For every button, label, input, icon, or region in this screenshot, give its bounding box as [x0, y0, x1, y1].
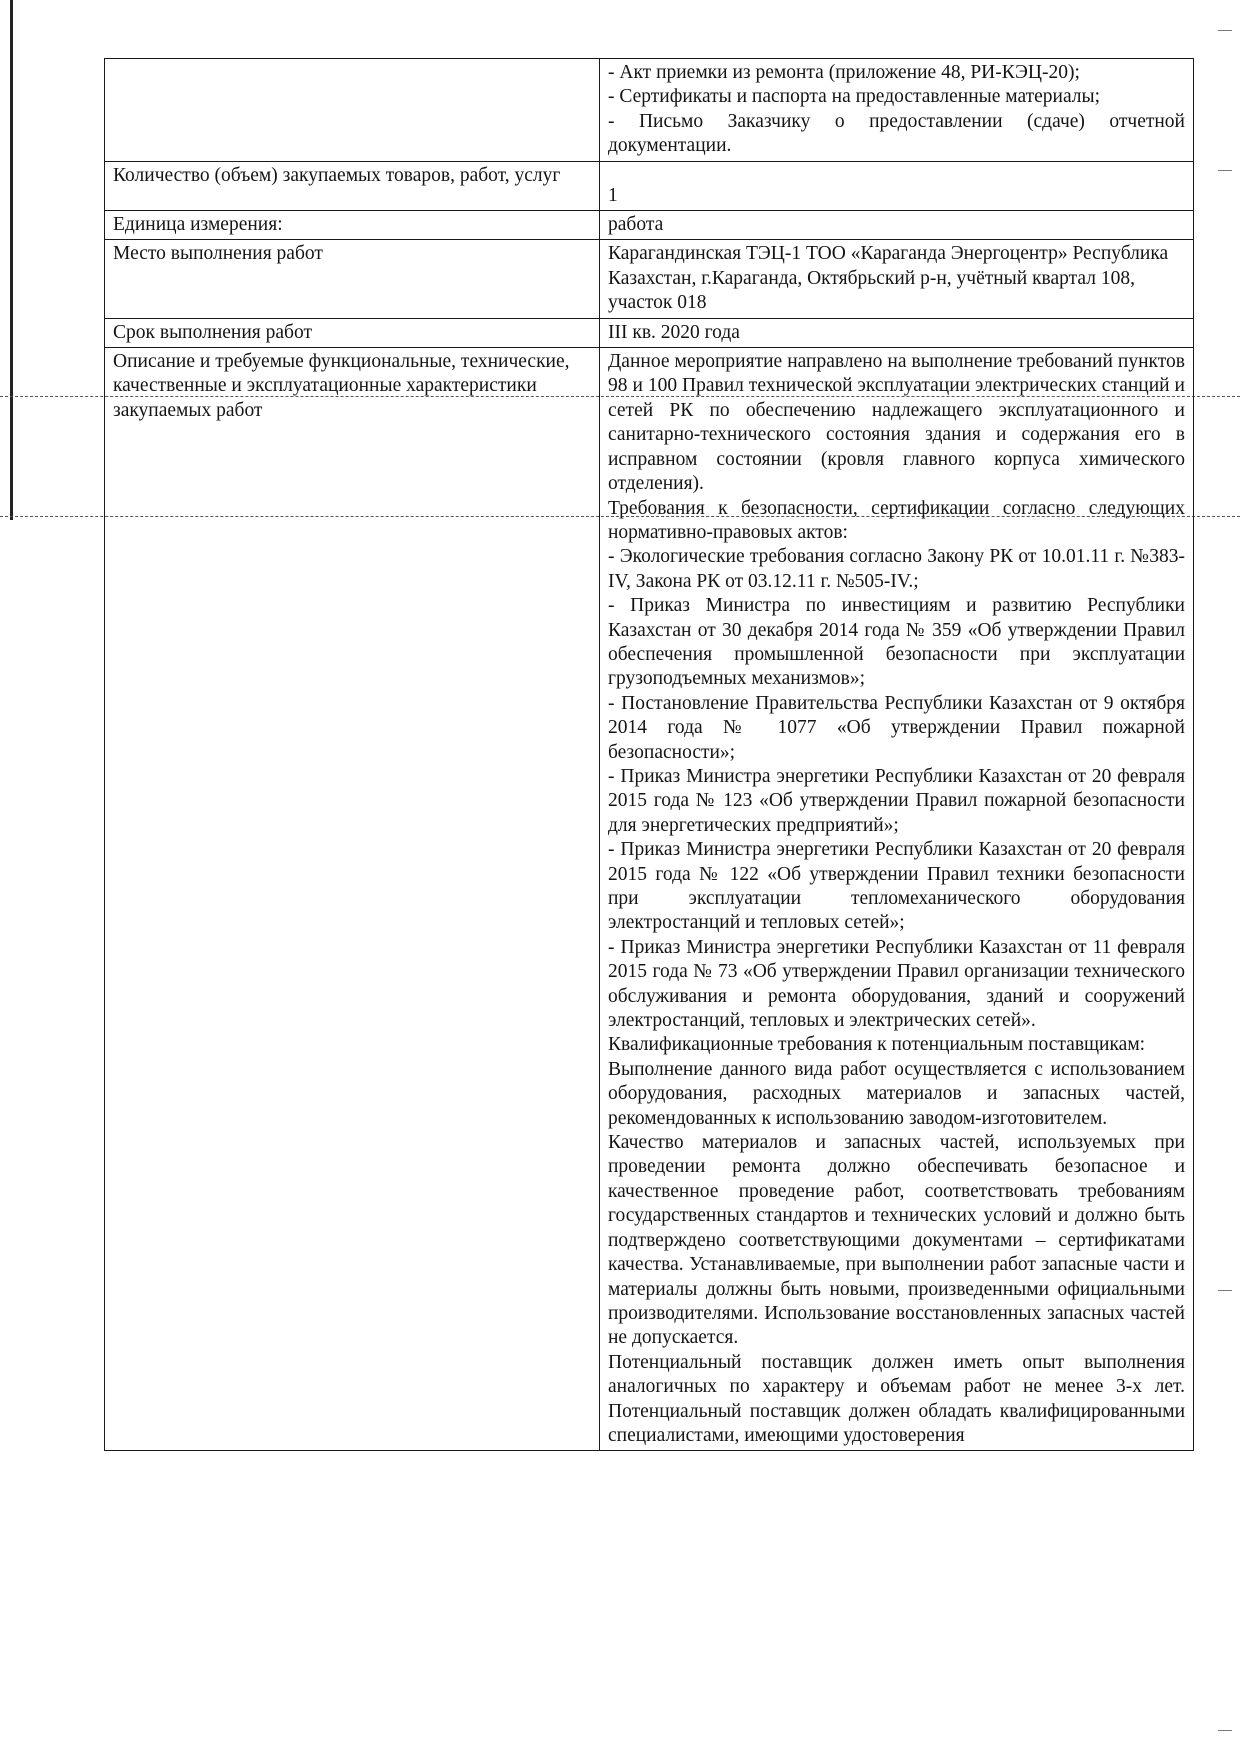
row-label: Срок выполнения работ — [105, 318, 600, 347]
scan-edge-tick — [1218, 1290, 1232, 1291]
value-paragraph: - Приказ Министра энергетики Республики Казахстан от 11 февраля 2015 года № 73 «Об утверждении Правил организации технического обслуживания и ремонта оборудования, зданий и сооружений электростанций, тепловых и электрических сетей». — [608, 936, 1185, 1032]
value-paragraph: - Приказ Министра энергетики Республики Казахстан от 20 февраля 2015 года № 122 «Об утверждении Правил техники безопасности при эксплуатации тепломеханического оборудования электростанций и тепловых сетей»; — [608, 839, 1185, 934]
table-row — [105, 161, 1194, 210]
value-paragraph: Требования к безопасности, сертификации согласно следующих нормативно-правовых актов: — [608, 497, 1185, 543]
value-paragraph: Карагандинская ТЭЦ-1 ТОО «Караганда Энергоцентр» Республика Казахстан, г.Караганда, Октябрьский р-н, учётный квартал 108, участок 018 — [608, 243, 1169, 314]
row-value — [600, 161, 1194, 210]
value-paragraph: Потенциальный поставщик должен иметь опыт выполнения аналогичных по характеру и объемам работ не менее 3-х лет. Потенциальный поставщик должен обладать квалифицированными специалистами, имеющими удостоверения — [608, 1351, 1185, 1446]
row-label: Описание и требуемые функциональные, технические, качественные и эксплуатационные характеристики закупаемых работ — [105, 348, 600, 1451]
scan-edge-mark — [10, 0, 13, 520]
value-paragraph: - Акт приемки из ремонта (приложение 48, РИ-КЭЦ-20); — [608, 62, 1080, 83]
table-row — [105, 240, 1194, 318]
value-paragraph: - Экологические требования согласно Закону РК от 10.01.11 г. №383-IV, Закона РК от 03.12.11 г. №505-IV.; — [608, 546, 1185, 592]
row-value — [600, 318, 1194, 347]
scan-edge-tick — [1218, 170, 1232, 171]
row-value — [600, 348, 1194, 1451]
row-label: Место выполнения работ — [105, 240, 600, 318]
row-value — [600, 59, 1194, 162]
value-paragraph: Качество материалов и запасных частей, используемых при проведении ремонта должно обеспечивать безопасное и качественное проведение работ, соответствовать требованиям государственных стандартов и технических условий и должно быть подтверждено соответствующими документами – сертификатами качества. Устанавливаемые, при выполнении работ запасные части и материалы должны быть новыми, произведенными официальными производителями. Использование восстановленных запасных частей не допускается. — [608, 1132, 1185, 1349]
row-label: Единица измерения: — [105, 211, 600, 240]
value-paragraph: - Приказ Министра энергетики Республики Казахстан от 20 февраля 2015 года № 123 «Об утверждении Правил пожарной безопасности для энергетических предприятий»; — [608, 765, 1185, 836]
scan-edge-tick — [1218, 30, 1232, 31]
value-paragraph: - Сертификаты и паспорта на предоставленные материалы; — [608, 86, 1101, 108]
row-label — [105, 59, 600, 162]
table-row — [105, 348, 1194, 1451]
value-paragraph: - Постановление Правительства Республики Казахстан от 9 октября 2014 года № 1077 «Об утверждении Правил пожарной безопасности»; — [608, 692, 1185, 763]
row-value — [600, 211, 1194, 240]
value-paragraph: III кв. 2020 года — [608, 321, 740, 343]
table-row — [105, 59, 1194, 162]
value-paragraph: Данное мероприятие направлено на выполнение требований пунктов 98 и 100 Правил технической эксплуатации электрических станций и сетей РК по обеспечению надлежащего эксплуатационного и санитарно-технического состояния здания и содержания его в исправном состоянии (кровля главного корпуса химического отделения). — [608, 351, 1185, 495]
row-value — [600, 240, 1194, 318]
table-row — [105, 211, 1194, 240]
specification-table — [104, 58, 1194, 1451]
value-paragraph: 1 — [608, 184, 618, 206]
value-paragraph: Выполнение данного вида работ осуществляется с использованием оборудования, расходных материалов и запасных частей, рекомендованных к использованию заводом-изготовителем. — [608, 1058, 1185, 1129]
value-paragraph: Квалификационные требования к потенциальным поставщикам: — [608, 1034, 1146, 1056]
row-label: Количество (объем) закупаемых товаров, работ, услуг — [105, 161, 600, 210]
value-paragraph: - Письмо Заказчику о предоставлении (сдаче) отчетной документации. — [608, 110, 1185, 157]
value-paragraph: работа — [608, 214, 664, 236]
scan-edge-tick — [1218, 1730, 1232, 1731]
table-row — [105, 318, 1194, 347]
value-paragraph: - Приказ Министра по инвестициям и развитию Республики Казахстан от 30 декабря 2014 года № 359 «Об утверждении Правил обеспечения промышленной безопасности при эксплуатации грузоподъемных механизмов»; — [608, 595, 1185, 690]
